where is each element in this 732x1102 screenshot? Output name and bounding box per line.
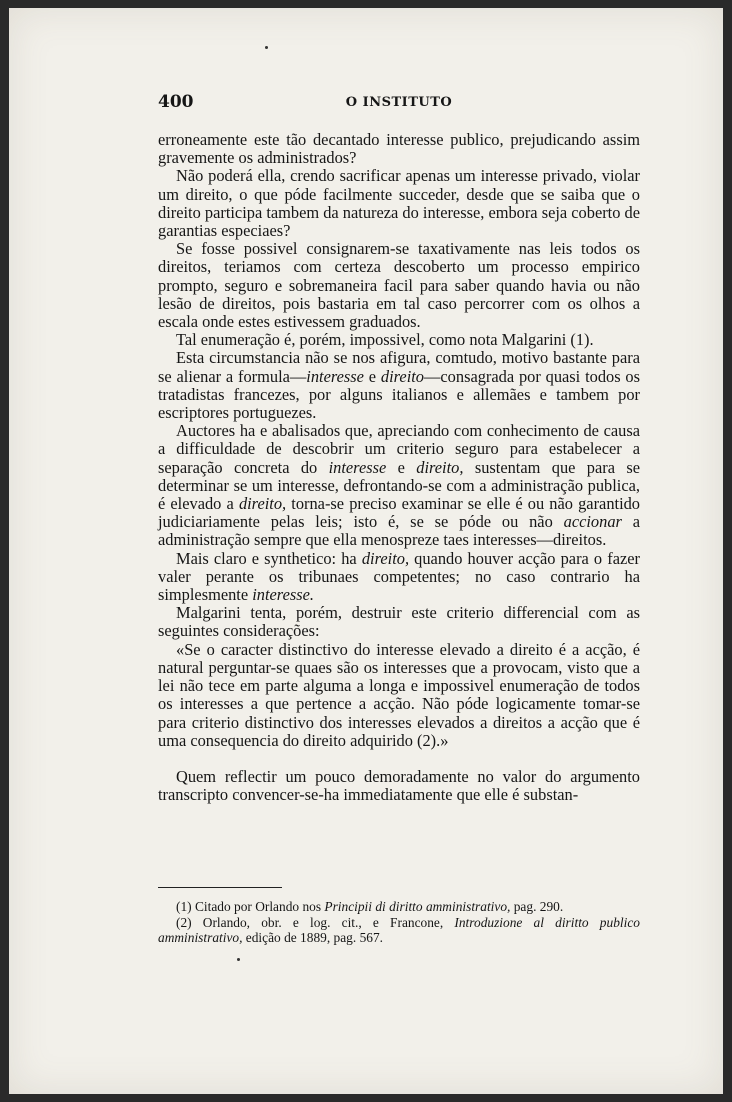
- italic-span: direito,: [238, 494, 287, 514]
- paragraph: [158, 331, 640, 349]
- italic-span: interesse.: [252, 585, 314, 605]
- italic-span: interesse: [328, 457, 387, 477]
- text-span: (2) Orlando, obr. e log. cit., e Francone,: [176, 914, 455, 930]
- running-title: O INSTITUTO: [345, 95, 453, 110]
- footnotes: [158, 899, 640, 946]
- print-speck: [265, 46, 268, 49]
- text-span: Esta circumstancia não se nos afigura, comtudo, motivo bastante para se alienar a formula—: [158, 348, 640, 386]
- italic-span: direito,: [361, 548, 410, 568]
- text-span: Malgarini tenta, porém, destruir este criterio differencial com as seguintes considerações:: [158, 603, 640, 641]
- paragraph: [158, 349, 640, 422]
- paragraph: [158, 604, 640, 640]
- text-span: quando houver acção para o fazer valer perante os tribunaes competentes; no caso contrario ha simplesmente: [158, 548, 640, 605]
- text-span: (1) Citado por Orlando nos: [176, 899, 325, 914]
- paragraph: [158, 422, 640, 549]
- text-span: Auctores ha e abalisados que, apreciando com conhecimento de causa a difficuldade de descobrir um criterio seguro para estabelecer a separação concreta do: [158, 421, 640, 477]
- running-head: [158, 92, 640, 114]
- page-number: 400: [158, 92, 194, 112]
- text-span: —consagrada por quasi todos os tratadistas francezes, por alguns italianos e allemães e tambem por escriptores portuguezes.: [158, 366, 640, 423]
- text-span: torna-se preciso examinar se elle é ou não garantido judiciariamente pelas leis; isto é, se se póde ou não: [158, 494, 641, 532]
- body-text: [158, 131, 640, 804]
- page: [9, 8, 723, 1094]
- paragraph-gap: [158, 750, 640, 768]
- text-span: erroneamente este tão decantado interesse publico, prejudicando assim gravemente os administrados?: [158, 130, 640, 168]
- footnote: [158, 899, 640, 915]
- text-span: Tal enumeração é, porém, impossivel, como nota Malgarini (1).: [176, 330, 594, 350]
- italic-span: Principii di diritto amministrativo,: [324, 899, 511, 914]
- text-span: Não poderá ella, crendo sacrificar apenas um interesse privado, violar um direito, o que póde facilmente succeder, desde que se saiba que o direito participa tambem da natureza do interesse, embora seja coberto de garantias especiaes?: [158, 166, 640, 241]
- paragraph: [158, 240, 640, 331]
- paragraph: [158, 641, 640, 750]
- italic-span: Introduzione al diritto publico amministrativo,: [158, 914, 640, 945]
- text-span: pag. 290.: [510, 899, 564, 914]
- text-span: Mais claro e synthetico: ha: [176, 548, 362, 568]
- text-span: e: [363, 366, 381, 386]
- paragraph: [158, 167, 640, 240]
- italic-span: interesse: [306, 366, 364, 386]
- footnote-rule: [158, 887, 282, 888]
- text-span: Se fosse possivel consignarem-se taxativamente nas leis todos os direitos, teriamos com certeza descoberto um processo empirico prompto, seguro e sobremaneira facil para saber quando havia ou não lesão de direitos, pois bastaria em tal caso percorrer com os olhos a escala onde estes estivessem graduados.: [158, 239, 640, 332]
- print-speck: [237, 958, 240, 961]
- text-span: a administração sempre que ella menospreze taes interesses—direitos.: [158, 512, 641, 550]
- italic-span: accionar: [563, 512, 622, 532]
- text-span: Quem reflectir um pouco demoradamente no valor do argumento transcripto convencer-se-ha immediatamente que elle é substan-: [158, 766, 640, 805]
- italic-span: direito: [380, 366, 425, 386]
- text-span: «Se o caracter distinctivo do interesse elevado a direito é a acção, é natural perguntar-se quaes são os interesses que a provocam, visto que a lei não tece em parte alguma a longa e impossivel enumeração de todos os interesses a que pertence a acção. Não póde logicamente tomar-se para criterio distinctivo dos interesses elevados a direitos a acção que é uma consequencia do direito adquirido (2).»: [158, 639, 640, 750]
- text-span: sustentam que para se determinar se um interesse, defrontando-se com a administração publica, é elevado a: [158, 457, 640, 514]
- footnote: [158, 915, 640, 946]
- text-span: edição de 1889, pag. 567.: [242, 930, 383, 945]
- paragraph: [158, 550, 640, 605]
- text-span: e: [386, 457, 417, 477]
- paragraph: [158, 131, 640, 167]
- paragraph: [158, 768, 640, 804]
- italic-span: direito,: [416, 457, 464, 477]
